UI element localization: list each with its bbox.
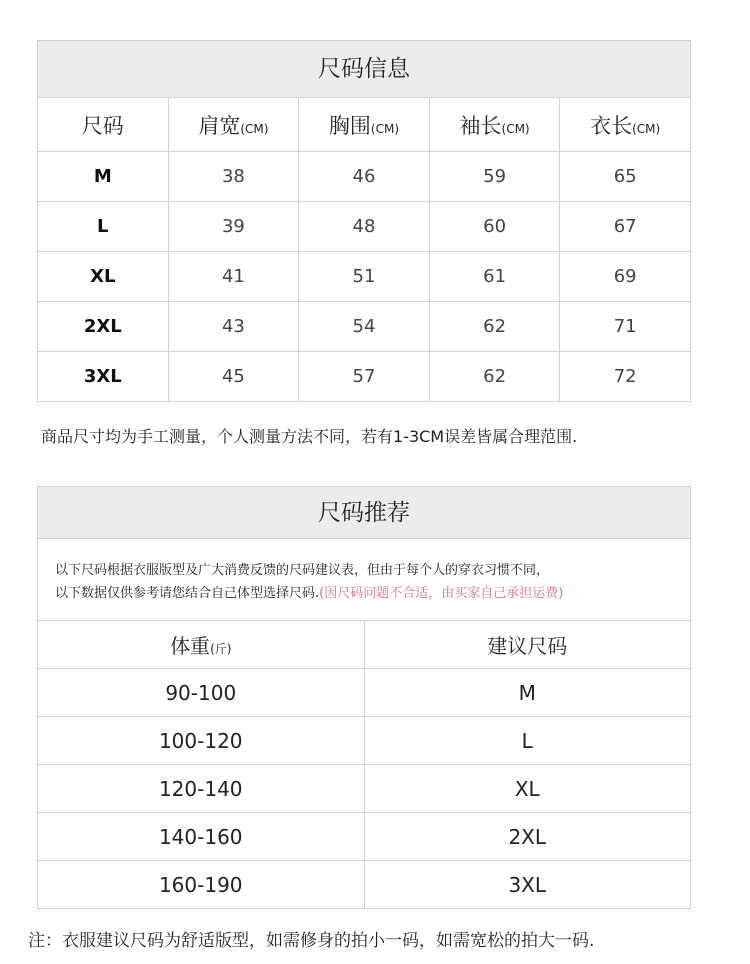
table-cell: 43 bbox=[168, 302, 299, 352]
size-table-body bbox=[38, 152, 691, 402]
measurement-note: 商品尺寸均为手工测量，个人测量方法不同，若有1-3CM误差皆属合理范围. bbox=[41, 427, 578, 446]
table-cell: 71 bbox=[560, 302, 691, 352]
recommend-header-label: 体重 bbox=[170, 634, 211, 658]
table-row bbox=[38, 669, 691, 717]
table-row bbox=[38, 717, 691, 765]
size_info-header-label: 胸围 bbox=[328, 113, 371, 138]
recommend-header-cell bbox=[38, 621, 365, 669]
size-table-header-row bbox=[38, 98, 691, 152]
size-info-table bbox=[37, 97, 691, 402]
table-cell: 100-120 bbox=[38, 717, 365, 765]
recommend-table-header-row bbox=[38, 621, 691, 669]
table-cell: 3XL bbox=[38, 352, 169, 402]
recommend-desc-line2: 以下数据仅供参考请您结合自己体型选择尺码. bbox=[55, 586, 320, 601]
table-cell: 39 bbox=[168, 202, 299, 252]
table-cell: 62 bbox=[429, 352, 560, 402]
table-cell: 48 bbox=[299, 202, 430, 252]
table-row bbox=[38, 352, 691, 402]
table-cell: 60 bbox=[429, 202, 560, 252]
table-cell: 46 bbox=[299, 152, 430, 202]
table-row bbox=[38, 152, 691, 202]
table-cell: 2XL bbox=[38, 302, 169, 352]
shipping-warning: (因尺码问题不合适，由买家自己承担运费) bbox=[319, 586, 564, 601]
size-recommend-section bbox=[37, 486, 691, 909]
size_info-header-label: 袖长 bbox=[459, 113, 502, 138]
recommend-desc-line2-wrap bbox=[55, 582, 690, 605]
size_info-header-cell bbox=[168, 98, 299, 152]
size_info-header-unit: (CM) bbox=[632, 121, 661, 136]
size_info-header-label: 衣长 bbox=[590, 113, 633, 138]
size-recommend-table bbox=[37, 620, 691, 909]
table-row bbox=[38, 302, 691, 352]
table-cell: 160-190 bbox=[38, 861, 365, 909]
table-cell: 51 bbox=[299, 252, 430, 302]
size_info-header-unit: (CM) bbox=[240, 121, 269, 136]
table-cell: 72 bbox=[560, 352, 691, 402]
recommend-header-cell bbox=[364, 621, 691, 669]
size_info-header-unit: (CM) bbox=[370, 121, 400, 136]
size_info-header-cell bbox=[429, 98, 560, 152]
table-cell: 57 bbox=[299, 352, 430, 402]
recommend-table-body bbox=[38, 669, 691, 909]
size-info-title: 尺码信息 bbox=[37, 40, 691, 97]
table-row bbox=[38, 202, 691, 252]
table-cell: 120-140 bbox=[38, 765, 365, 813]
table-cell: 62 bbox=[429, 302, 560, 352]
table-cell: 65 bbox=[560, 152, 691, 202]
table-cell: 2XL bbox=[364, 813, 691, 861]
table-row bbox=[38, 813, 691, 861]
recommend-desc-line1: 以下尺码根据衣服版型及广大消费反馈的尺码建议表，但由于每个人的穿衣习惯不同， bbox=[55, 563, 550, 578]
table-cell: 45 bbox=[168, 352, 299, 402]
table-cell: 61 bbox=[429, 252, 560, 302]
table-cell: L bbox=[364, 717, 691, 765]
table-row bbox=[38, 252, 691, 302]
table-cell: 69 bbox=[560, 252, 691, 302]
recommend-header-unit: (斤) bbox=[210, 642, 232, 656]
table-cell: M bbox=[38, 152, 169, 202]
table-cell: M bbox=[364, 669, 691, 717]
recommend-description bbox=[37, 538, 691, 620]
table-cell: 54 bbox=[299, 302, 430, 352]
size-info-section bbox=[37, 40, 691, 402]
table-cell: XL bbox=[364, 765, 691, 813]
size_info-header-unit: (CM) bbox=[501, 121, 530, 136]
size_info-header-label: 尺码 bbox=[81, 113, 124, 138]
size_info-header-label: 肩宽 bbox=[198, 113, 241, 138]
table-cell: 90-100 bbox=[38, 669, 365, 717]
table-cell: 140-160 bbox=[38, 813, 365, 861]
fit-note: 注：衣服建议尺码为舒适版型，如需修身的拍小一码，如需宽松的拍大一码. bbox=[28, 931, 595, 951]
table-cell: 41 bbox=[168, 252, 299, 302]
table-cell: L bbox=[38, 202, 169, 252]
size_info-header-cell bbox=[560, 98, 691, 152]
table-cell: 67 bbox=[560, 202, 691, 252]
size_info-header-cell bbox=[299, 98, 430, 152]
table-cell: 59 bbox=[429, 152, 560, 202]
size_info-header-cell bbox=[38, 98, 169, 152]
table-row bbox=[38, 765, 691, 813]
size-recommend-title: 尺码推荐 bbox=[37, 486, 691, 538]
table-cell: 38 bbox=[168, 152, 299, 202]
recommend-header-label: 建议尺码 bbox=[487, 634, 568, 658]
table-cell: 3XL bbox=[364, 861, 691, 909]
table-cell: XL bbox=[38, 252, 169, 302]
table-row bbox=[38, 861, 691, 909]
